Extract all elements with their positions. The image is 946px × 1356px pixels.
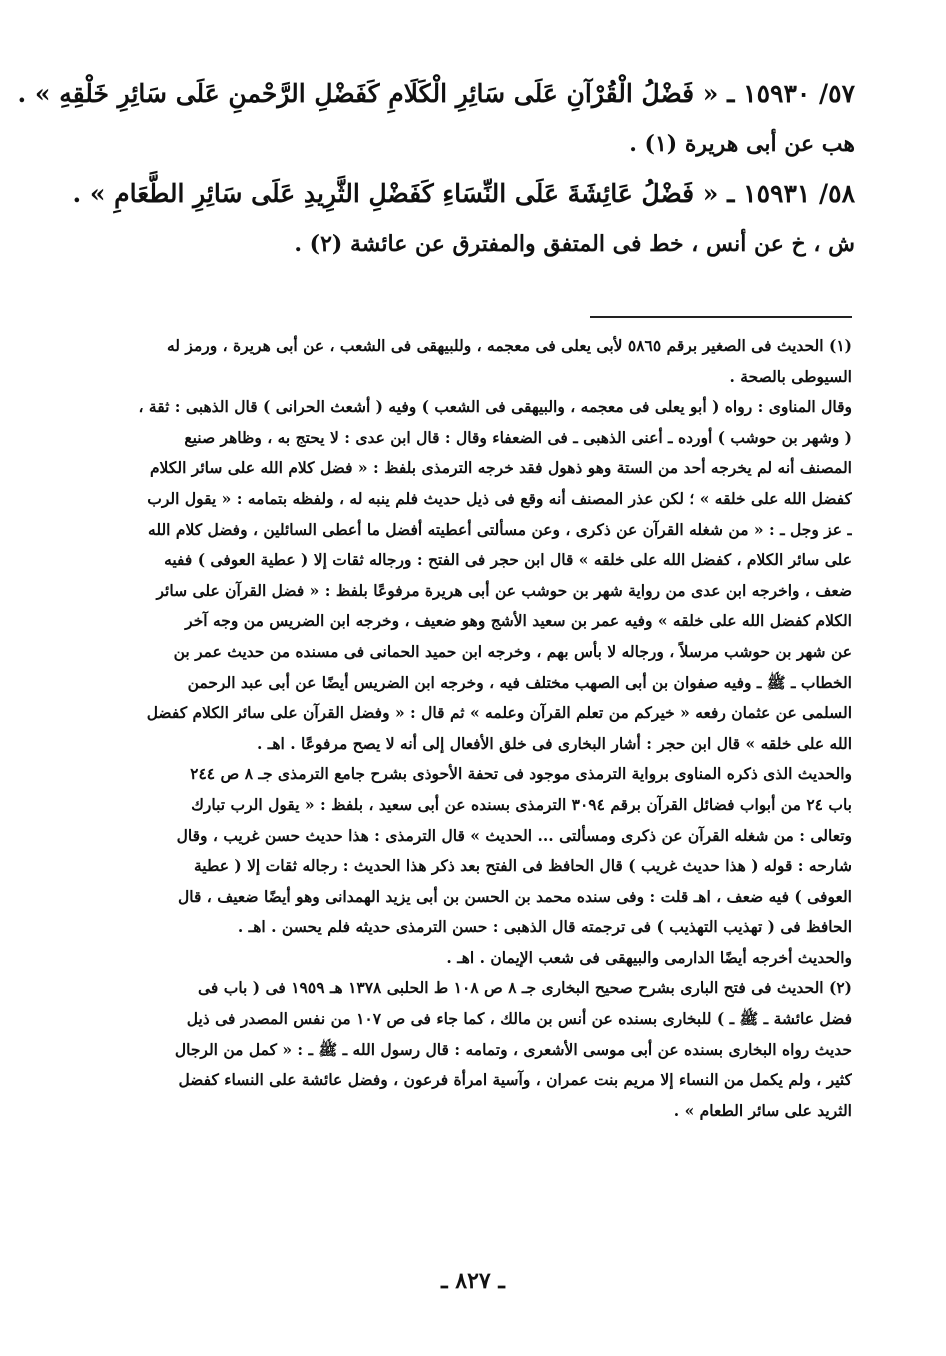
page-number: ـ ٨٢٧ ـ bbox=[441, 1268, 505, 1294]
footnote-line: والحديث أخرجه أيضًا الدارمى والبيهقى فى شعب الإيمان . اهـ . bbox=[446, 947, 852, 967]
footnote-line: الكلام كفضل الله على خلقه » وفيه عمر بن سعيد الأشج وهو ضعيف ، وخرجه ابن الضريس من وجه آخر bbox=[185, 611, 852, 631]
hadith-58-reference: ش ، خ عن أنس ، خط فى المتفق والمفترق عن عائشة (٢) . bbox=[294, 231, 855, 257]
hadith-57-reference: هب عن أبى هريرة (١) . bbox=[629, 131, 855, 157]
footnote-line: الله على خلقه » قال ابن حجر : أشار البخارى فى خلق الأفعال إلى أنه لا يصح مرفوعًا . اهـ . bbox=[257, 733, 852, 753]
footnote-line: (١) الحديث فى الصغير برقم ٥٨٦٥ لأبى يعلى فى معجمه ، وللبيهقى فى الشعب ، عن أبى هريرة ، ورمز له bbox=[167, 336, 852, 355]
footnote-line: كثير ، ولم يكمل من النساء إلا مريم بنت عمران ، وآسية امرأة فرعون ، وفضل عائشة على النساء كفضل bbox=[178, 1070, 852, 1090]
footnote-line: والحديث الذى ذكره المناوى برواية الترمذى موجود فى تحفة الأحوذى بشرح جامع الترمذى جـ ٨ ص ٢٤٤ bbox=[190, 764, 852, 784]
footnote-line: كفضل الله على خلقه » ؛ لكن عذر المصنف أنه وقع فى ذيل حديث فلم ينبه له ، ولفظه بتمامه : « يقول الرب bbox=[147, 488, 852, 508]
footnote-line: (٢) الحديث فى فتح البارى بشرح صحيح البخارى جـ ٨ ص ١٠٨ ط الحلبى ١٣٧٨ هـ ١٩٥٩ فى ( باب فى bbox=[198, 978, 852, 998]
hadith-57: ٥٧/ ١٥٩٣٠ ـ « فَضْلُ الْقُرْآنِ عَلَى سَائِرِ الْكَلَامِ كَفَضْلِ الرَّحْمنِ عَلَى سَائِرِ خَلْقِهِ » . bbox=[17, 79, 855, 108]
footnote-line: باب ٢٤ من أبواب فضائل القرآن برقم ٣٠٩٤ الترمذى بسنده عن أبى سعيد ، بلفظ : « يقول الرب تبارك bbox=[191, 794, 852, 814]
hadith-58: ٥٨/ ١٥٩٣١ ـ « فَضْلُ عَائِشَةَ عَلَى النِّسَاءِ كَفَضْلِ الثَّرِيدِ عَلَى سَائِرِ الطَّعَامِ » . bbox=[72, 179, 855, 208]
footnote-line: وتعالى : من شغله القرآن عن ذكرى ومسألتى ... الحديث » قال الترمذى : هذا حديث حسن غريب ، وقال bbox=[176, 825, 852, 845]
footnote-line: الحافظ فى ( تهذيب التهذيب ) فى ترجمته قال الذهبى : حسن الترمذى حديثه فلم يحسن . اهـ . bbox=[237, 917, 852, 937]
footnote-line: فضل عائشة ـ ﷺ ـ ) للبخارى بسنده عن أنس بن مالك ، كما جاء فى ص ١٠٧ من نفس المصدر فى ذيل bbox=[186, 1009, 852, 1029]
footnotes bbox=[100, 331, 852, 1126]
footnote-line: ضعف ، واخرجه ابن عدى من رواية شهر بن حوشب عن أبى هريرة مرفوعًا بلفظ : « فضل القرآن على سائر bbox=[156, 580, 852, 600]
footnote-line: شارحه : قوله ( هذا حديث غريب ) قال الحافظ فى الفتح بعد ذكر هذا الحديث : رجاله ثقات إلا ( عطية bbox=[194, 856, 852, 876]
footnote-line: ـ عز وجل ـ : « من شغله القرآن عن ذكرى ، وعن مسألتى أعطيته أفضل ما أعطى السائلين ، وفضل كلام الله bbox=[148, 519, 852, 539]
hadith-text-block bbox=[17, 68, 855, 268]
footnote-line: السيوطى بالصحة . bbox=[729, 366, 852, 386]
footnote-line: وقال المناوى : رواه ( أبو يعلى فى معجمه ، والبيهقى فى الشعب ) وفيه ( أشعث الحرانى ) قال الذهبى : ثقة ، bbox=[138, 397, 852, 417]
footnote-line: السلمى عن عثمان رفعه « خيركم من تعلم القرآن وعلمه » ثم قال : « وفضل القرآن على سائر الكلام كفضل bbox=[146, 703, 852, 723]
footnote-line: حديث رواه البخارى بسنده عن أبى موسى الأشعرى ، وتمامه : قال رسول الله ـ ﷺ ـ : « كمل من الرجال bbox=[174, 1039, 852, 1059]
footnote-line: الثريد على سائر الطعام » . bbox=[673, 1100, 852, 1120]
footnote-line: ( وشهر بن حوشب ) أورده ـ أعنى الذهبى ـ فى الضعفاء وقال : قال ابن عدى : لا يحتج به ، وظاهر صنيع bbox=[184, 427, 852, 447]
footnote-separator bbox=[590, 316, 852, 318]
footnote-line: المصنف أنه لم يخرجه أحد من الستة وهو ذهول فقد خرجه الترمذى بلفظ : « فضل كلام الله على سائر الكلام bbox=[149, 458, 852, 478]
footnote-line: الخطاب ـ ﷺ ـ وفيه صفوان بن أبى الصهب مختلف فيه ، وخرجه ابن الضريس أيضًا عن أبى عبد الرحمن bbox=[187, 672, 852, 692]
footnote-line: العوفى ) فيه ضعف ، اهـ قلت : وفى سنده محمد بن الحسن بن أبى يزيد الهمدانى وهو أيضًا ضعيف ، قال bbox=[178, 886, 852, 906]
footnote-line: على سائر الكلام ، كفضل الله على خلقه » قال ابن حجر فى الفتح : ورجاله ثقات إلا ( عطية العوفى ) ففيه bbox=[164, 550, 852, 570]
footnote-line: عن شهر بن حوشب مرسلاً ، ورجاله لا بأس بهم ، وخرجه ابن حميد الحمانى فى مسنده من حديث عمر بن bbox=[173, 641, 852, 661]
